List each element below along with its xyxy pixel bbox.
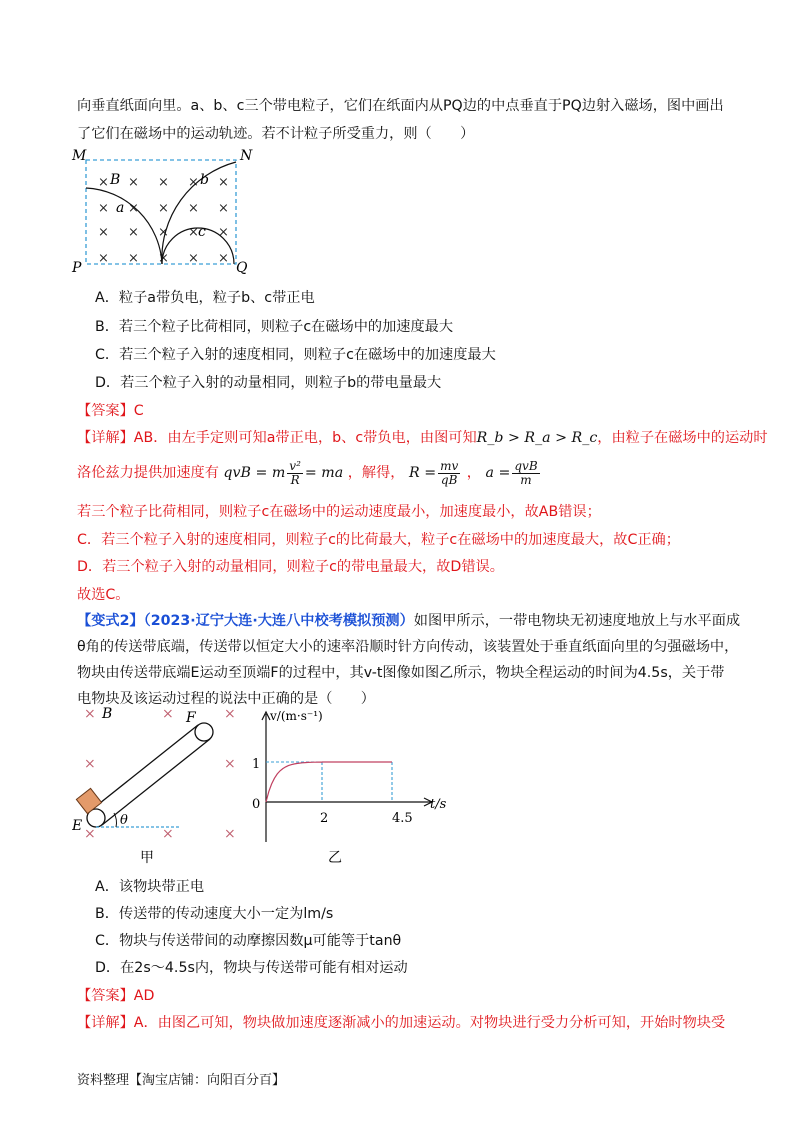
q1-detail-line5: D．若三个粒子入射的动量相同，则粒子c的带电量最大，故D错误。 bbox=[77, 559, 504, 575]
field-cross: × bbox=[158, 175, 169, 190]
field-cross: × bbox=[218, 225, 229, 240]
svg-text:×: × bbox=[224, 756, 236, 772]
q1-stem-line2: 了它们在磁场中的运动轨迹。若不计粒子所受重力，则（ ） bbox=[77, 126, 475, 142]
field-cross: × bbox=[218, 201, 229, 216]
svg-text:×: × bbox=[162, 826, 174, 842]
svg-text:×: × bbox=[224, 826, 236, 842]
radius-inequality: R_b > R_a > R_c bbox=[476, 430, 598, 446]
field-cross: × bbox=[128, 251, 139, 266]
graph-x0: 0 bbox=[252, 797, 261, 812]
graph-xlabel: t/s bbox=[430, 797, 447, 812]
q1-detail-line2: 洛伦兹力提供加速度有 qvB = m $\frac{\text{v²}}{R}$ = ma ，解得， R = $\frac{mv}{qB}$ ， a = $\frac{\text{qvB}}{m}$ bbox=[77, 458, 538, 487]
label-b: b bbox=[200, 172, 209, 188]
caption-jia: 甲 bbox=[140, 850, 154, 866]
q1-option-d: D．若三个粒子入射的动量相同，则粒子b的带电量最大 bbox=[95, 375, 442, 391]
svg-text:×: × bbox=[84, 756, 96, 772]
label-F: F bbox=[186, 710, 196, 726]
svg-text:×: × bbox=[224, 706, 236, 722]
q2-option-b: B．传送带的传动速度大小一定为lm/s bbox=[95, 906, 334, 922]
svg-text:×: × bbox=[84, 826, 96, 842]
field-cross: × bbox=[128, 225, 139, 240]
svg-text:×: × bbox=[162, 706, 174, 722]
label-theta: θ bbox=[120, 813, 128, 828]
field-cross: × bbox=[188, 251, 199, 266]
q1-detail-line3: 若三个粒子比荷相同，则粒子c在磁场中的运动速度最小，加速度最小，故AB错误； bbox=[77, 504, 601, 520]
label-a: a bbox=[116, 200, 125, 216]
q2-option-d: D．在2s～4.5s内，物块与传送带可能有相对运动 bbox=[95, 960, 408, 976]
label-B: B bbox=[110, 172, 121, 188]
field-cross: × bbox=[188, 175, 199, 190]
q1-answer: 【答案】C bbox=[77, 403, 144, 419]
velocity-curve bbox=[266, 762, 322, 802]
conveyor-belt bbox=[87, 723, 213, 827]
q1-option-a: A．粒子a带负电，粒子b、c带正电 bbox=[95, 290, 315, 306]
label-E: E bbox=[72, 818, 83, 834]
field-cross: × bbox=[98, 201, 109, 216]
q1-detail-line1: 【详解】AB．由左手定则可知a带正电，b、c带负电，由图可知R_b > R_a > R_c，由粒子在磁场中的运动时 bbox=[77, 430, 768, 446]
label-B-field: B bbox=[102, 706, 113, 722]
field-cross: × bbox=[188, 225, 199, 240]
q2-stem-line3: 物块由传送带底端E运动至顶端F的过程中，其v-t图像如图乙所示，物块全程运动的时间为4.5s，关于带 bbox=[77, 665, 725, 681]
q2-option-c: C．物块与传送带间的动摩擦因数μ可能等于tanθ bbox=[95, 933, 402, 949]
field-cross: × bbox=[98, 175, 109, 190]
q1-figure-magnetic-field bbox=[70, 148, 260, 276]
q2-tag: 【变式2】 bbox=[77, 613, 144, 629]
graph-x2: 2 bbox=[320, 811, 329, 826]
field-cross: × bbox=[188, 201, 199, 216]
graph-x45: 4.5 bbox=[392, 811, 413, 826]
q1-conclusion: 故选C。 bbox=[77, 587, 130, 603]
q2-figure-conveyor bbox=[72, 700, 252, 870]
field-cross: × bbox=[218, 175, 229, 190]
q2-source: （2023·辽宁大连·大连八中校考模拟预测） bbox=[143, 613, 414, 629]
label-c: c bbox=[198, 224, 206, 240]
label-Q: Q bbox=[236, 260, 248, 276]
graph-ylabel: v/(m·s⁻¹) bbox=[270, 709, 323, 723]
field-cross: × bbox=[158, 225, 169, 240]
q2-detail-line1: 【详解】A．由图乙可知，物块做加速度逐渐减小的加速运动。对物块进行受力分析可知，开始时物块受 bbox=[77, 1015, 726, 1031]
q1-option-b: B．若三个粒子比荷相同，则粒子c在磁场中的加速度最大 bbox=[95, 319, 454, 335]
page-footer: 资料整理【淘宝店铺：向阳百分百】 bbox=[77, 1073, 286, 1088]
q1-detail-line4: C．若三个粒子入射的速度相同，则粒子c的比荷最大，粒子c在磁场中的加速度最大，故C正确； bbox=[77, 532, 680, 548]
q2-stem-line2: θ角的传送带底端，传送带以恒定大小的速率沿顺时针方向传动，该装置处于垂直纸面向里的匀强磁场中， bbox=[77, 639, 739, 655]
field-cross: × bbox=[98, 225, 109, 240]
field-cross: × bbox=[158, 251, 169, 266]
graph-y1: 1 bbox=[252, 757, 261, 772]
field-cross: × bbox=[98, 251, 109, 266]
cross: × bbox=[84, 706, 96, 722]
label-M: M bbox=[72, 148, 87, 164]
label-N: N bbox=[240, 148, 253, 164]
field-cross: × bbox=[128, 175, 139, 190]
q2-stem-line4: 电物块及该运动过程的说法中正确的是（ ） bbox=[77, 691, 375, 707]
label-P: P bbox=[72, 260, 82, 276]
field-cross: × bbox=[158, 201, 169, 216]
q2-stem-line1: 【变式2】（2023·辽宁大连·大连八中校考模拟预测）如图甲所示，一带电物块无初速度地放上与水平面成 bbox=[77, 613, 741, 629]
q2-figure-vt-graph bbox=[248, 708, 448, 868]
caption-yi: 乙 bbox=[328, 850, 342, 866]
q2-option-a: A．该物块带正电 bbox=[95, 879, 205, 895]
q2-answer: 【答案】AD bbox=[77, 988, 155, 1004]
q1-stem-line1: 向垂直纸面向里。a、b、c三个带电粒子，它们在纸面内从PQ边的中点垂直于PQ边射入磁场，图中画出 bbox=[77, 98, 724, 114]
field-cross: × bbox=[218, 251, 229, 266]
field-cross: × bbox=[128, 201, 139, 216]
q1-option-c: C．若三个粒子入射的速度相同，则粒子c在磁场中的加速度最大 bbox=[95, 347, 496, 363]
